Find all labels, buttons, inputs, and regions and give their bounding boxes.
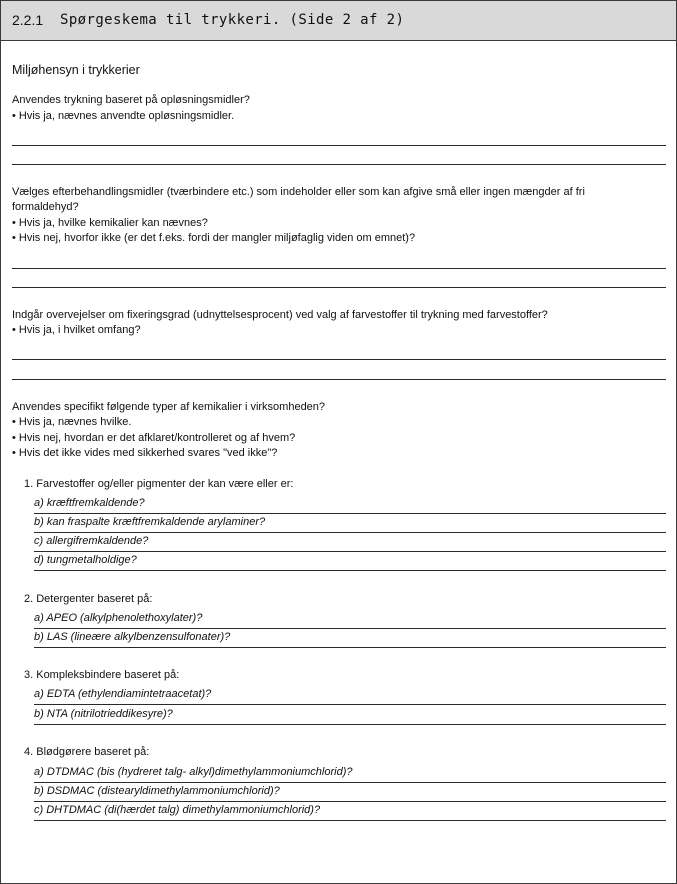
group-4-item-c[interactable] (34, 803, 666, 821)
item-label: b) LAS (lineære alkylbenzensulfonater)? (34, 631, 231, 643)
group-1-item-d[interactable] (34, 553, 666, 571)
group-1-item-b[interactable] (34, 515, 666, 533)
group-2-title: 2. Detergenter baseret på: (24, 593, 153, 605)
group-1-item-a[interactable] (34, 496, 666, 514)
q3-answer-line-2[interactable] (12, 379, 666, 380)
q3-answer-line-1[interactable] (12, 359, 666, 360)
section-header (1, 1, 676, 41)
q4-bullet-2: • Hvis nej, hvordan er det afklaret/kontrolleret og af hvem? (12, 432, 296, 444)
item-label: a) DTDMAC (bis (hydreret talg- alkyl)dimethylammoniumchlorid)? (34, 766, 353, 778)
group-2-item-a[interactable] (34, 611, 666, 629)
q4-bullet-1: • Hvis ja, nævnes hvilke. (12, 416, 132, 428)
group-4-title: 4. Blødgørere baseret på: (24, 746, 150, 758)
item-label: c) DHTDMAC (di(hærdet talg) dimethylammoniumchlorid)? (34, 804, 321, 816)
group-4-item-a[interactable] (34, 765, 666, 783)
q2-answer-line-2[interactable] (12, 287, 666, 288)
group-2-item-b[interactable] (34, 630, 666, 648)
q2-bullet-1: • Hvis ja, hvilke kemikalier kan nævnes? (12, 217, 208, 229)
item-label: b) DSDMAC (distearyldimethylammoniumchlorid)? (34, 785, 280, 797)
item-label: a) EDTA (ethylendiamintetraacetat)? (34, 688, 212, 700)
item-label: a) kræftfremkaldende? (34, 497, 145, 509)
q2-text-cont: formaldehyd? (12, 201, 79, 213)
q1-answer-line-1[interactable] (12, 145, 666, 146)
group-1-title: 1. Farvestoffer og/eller pigmenter der kan være eller er: (24, 478, 294, 490)
group-3-title: 3. Kompleksbindere baseret på: (24, 669, 180, 681)
section-number: 2.2.1 (12, 12, 44, 28)
item-label: b) kan fraspalte kræftfremkaldende arylaminer? (34, 516, 266, 528)
q2-bullet-2: • Hvis nej, hvorfor ikke (er det f.eks. fordi der mangler miljøfaglig viden om emnet)? (12, 232, 416, 244)
item-label: c) allergifremkaldende? (34, 535, 149, 547)
q1-text: Anvendes trykning baseret på opløsningsmidler? (12, 94, 250, 106)
q1-answer-line-2[interactable] (12, 164, 666, 165)
group-1-item-c[interactable] (34, 534, 666, 552)
q3-text: Indgår overvejelser om fixeringsgrad (udnyttelsesprocent) ved valg af farvestoffer til trykning med farvestoffer? (12, 309, 548, 321)
item-label: b) NTA (nitrilotrieddikesyre)? (34, 708, 173, 720)
group-3-item-b[interactable] (34, 707, 666, 725)
section-title: Spørgeskema til trykkeri. (Side 2 af 2) (60, 12, 405, 28)
item-label: d) tungmetalholdige? (34, 554, 137, 566)
q3-bullet: • Hvis ja, i hvilket omfang? (12, 324, 141, 336)
q2-answer-line-1[interactable] (12, 268, 666, 269)
group-4-item-b[interactable] (34, 784, 666, 802)
page-heading: Miljøhensyn i trykkerier (12, 63, 140, 77)
q1-bullet: • Hvis ja, nævnes anvendte opløsningsmidler. (12, 110, 235, 122)
group-3-item-a[interactable] (34, 687, 666, 705)
q4-bullet-3: • Hvis det ikke vides med sikkerhed svares "ved ikke"? (12, 447, 278, 459)
q2-text: Vælges efterbehandlingsmidler (tværbindere etc.) som indeholder eller som kan afgive små eller ingen mængder af fri (12, 186, 585, 198)
q4-text: Anvendes specifikt følgende typer af kemikalier i virksomheden? (12, 401, 326, 413)
item-label: a) APEO (alkylphenolethoxylater)? (34, 612, 203, 624)
